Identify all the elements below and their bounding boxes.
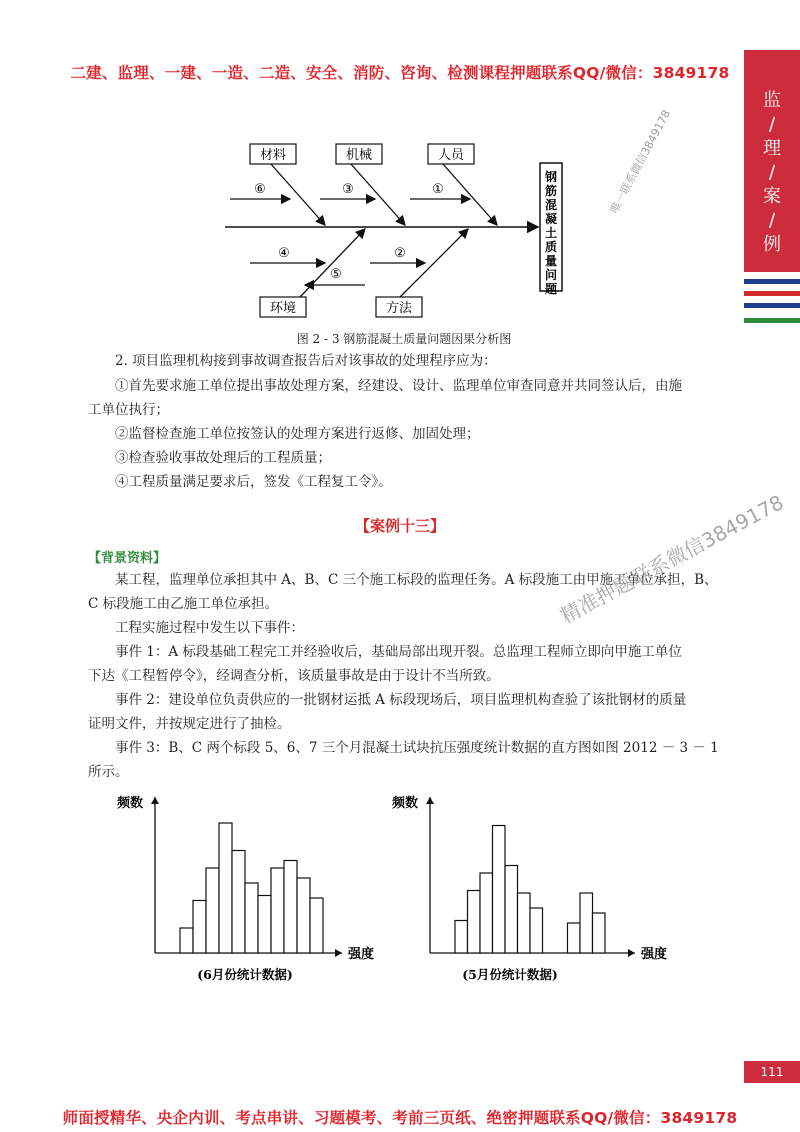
answer-intro: 2. 项目监理机构接到事故调查报告后对该事故的处理程序应为： <box>115 353 497 369</box>
histogram-bar <box>568 923 581 953</box>
y-axis-label: 频数 <box>392 796 419 811</box>
x-axis-arrow <box>628 949 635 957</box>
effect-char: 题 <box>544 282 558 296</box>
background-p1-line2: C 标段施工由乙施工单位承担。 <box>88 596 279 612</box>
histogram-bar <box>455 921 468 954</box>
page-number: 111 <box>744 1061 800 1083</box>
histogram-bar <box>206 868 219 953</box>
effect-char: 量 <box>544 254 558 268</box>
effect-char: 土 <box>544 226 558 240</box>
side-tab-char: / <box>768 114 776 135</box>
histogram-bar <box>271 868 284 953</box>
histogram-bar <box>180 928 193 953</box>
effect-label <box>544 169 557 296</box>
side-tab-char: 案 <box>763 186 781 207</box>
effect-char: 凝 <box>544 212 558 226</box>
histogram-bar <box>297 878 310 953</box>
fishbone-branch-machine <box>350 163 405 225</box>
side-tab-char: / <box>768 210 776 231</box>
answer-step3: ③检查验收事故处理后的工程质量； <box>115 450 331 466</box>
marker-6: ⑥ <box>254 182 266 197</box>
y-axis-arrow <box>426 797 434 804</box>
event3-line2: 所示。 <box>88 764 129 780</box>
y-axis-arrow <box>151 797 159 804</box>
histogram-bar <box>580 893 593 953</box>
marker-2: ② <box>394 246 406 261</box>
marker-1: ① <box>432 182 444 197</box>
side-tab-char: 理 <box>763 138 781 159</box>
event1-line2: 下达《工程暂停令》，经调查分析，该质量事故是由于设计不当所致。 <box>88 668 500 684</box>
effect-char: 钢 <box>544 170 558 184</box>
histogram-bar <box>480 873 493 953</box>
side-stripe-red <box>744 291 800 296</box>
x-axis-arrow <box>335 949 342 957</box>
histogram-bar <box>193 901 206 954</box>
histogram-bar <box>530 908 543 953</box>
side-stripe-green <box>744 318 800 323</box>
answer-step1-line1: ①首先要求施工单位提出事故处理方案，经建设、设计、监理单位审查同意并共同签认后，由施 <box>115 378 682 394</box>
watermark-small: 唯一联系微信3849178 <box>607 107 674 216</box>
marker-5: ⑤ <box>330 267 342 282</box>
cause-people: 人员 <box>437 148 465 163</box>
effect-char: 质 <box>544 240 558 254</box>
header-banner: 二建、监理、一建、一造、二造、安全、消防、咨询、检测课程押题联系QQ/微信：3849178 <box>70 64 730 82</box>
answer-step4: ④工程质量满足要求后，签发《工程复工令》。 <box>115 474 392 490</box>
histogram-bar <box>468 891 481 954</box>
marker-4: ④ <box>278 246 290 261</box>
cause-material: 材料 <box>259 148 287 163</box>
histogram-title: (6月份统计数据) <box>197 967 293 982</box>
x-axis-label: 强度 <box>348 947 375 962</box>
histogram-june <box>110 785 380 990</box>
cause-machine: 机械 <box>345 148 373 163</box>
histogram-may <box>385 785 685 990</box>
histogram-bar <box>245 883 258 953</box>
side-tab-char: 监 <box>763 90 781 111</box>
side-stripe-blue <box>744 279 800 284</box>
case-title: 【案例十三】 <box>354 517 445 535</box>
histogram-bar <box>493 826 506 954</box>
side-tab-char: 例 <box>763 234 781 255</box>
answer-step1-line2: 工单位执行； <box>88 402 169 418</box>
histogram-bar <box>219 823 232 953</box>
side-tab-char: / <box>768 162 776 183</box>
footer-banner: 师面授精华、央企内训、考点串讲、习题模考、考前三页纸、绝密押题联系QQ/微信：3849178 <box>62 1109 738 1127</box>
watermark-large: 精准押题联系微信3849178 <box>556 489 788 629</box>
histogram-bar <box>310 898 323 953</box>
marker-3: ③ <box>342 182 354 197</box>
side-stripe-blue <box>744 303 800 308</box>
fishbone-branch-material <box>270 163 325 225</box>
event1-line1: 事件 1：A 标段基础工程完工并经验收后，基础局部出现开裂。总监理工程师立即向甲施工单位 <box>115 644 682 660</box>
event3-line1: 事件 3：B、C 两个标段 5、6、7 三个月混凝土试块抗压强度统计数据的直方图如图 2012 － 3 － 1 <box>115 740 719 756</box>
effect-char: 问 <box>544 268 558 282</box>
effect-char: 筋 <box>544 184 558 198</box>
y-axis-label: 频数 <box>117 796 144 811</box>
background-p1-line1: 某工程，监理单位承担其中 A、B、C 三个施工标段的监理任务。A 标段施工由甲施工单位承担，B、 <box>115 572 718 588</box>
side-tab <box>744 50 800 272</box>
histogram-bar <box>284 861 297 954</box>
histogram-bar <box>232 851 245 954</box>
histogram-bar <box>258 896 271 954</box>
histogram-bar <box>505 866 518 954</box>
effect-char: 混 <box>544 198 558 212</box>
x-axis-label: 强度 <box>641 947 668 962</box>
answer-step2: ②监督检查施工单位按签认的处理方案进行返修、加固处理； <box>115 426 480 442</box>
event2-line2: 证明文件，并按规定进行了抽检。 <box>88 716 291 732</box>
histogram-bar <box>593 913 606 953</box>
event2-line1: 事件 2：建设单位负责供应的一批钢材运抵 A 标段现场后，项目监理机构查验了该批钢材的质量 <box>115 692 687 708</box>
background-label: 【背景资料】 <box>88 551 167 566</box>
background-p2: 工程实施过程中发生以下事件： <box>115 620 304 636</box>
figure-caption: 图 2 - 3 钢筋混凝土质量问题因果分析图 <box>296 332 512 346</box>
histogram-bar <box>518 893 531 953</box>
fishbone-diagram <box>220 135 580 325</box>
cause-environment: 环境 <box>269 301 297 316</box>
cause-method: 方法 <box>385 301 413 316</box>
histogram-title: (5月份统计数据) <box>462 967 558 982</box>
fishbone-branch-people <box>442 163 497 225</box>
